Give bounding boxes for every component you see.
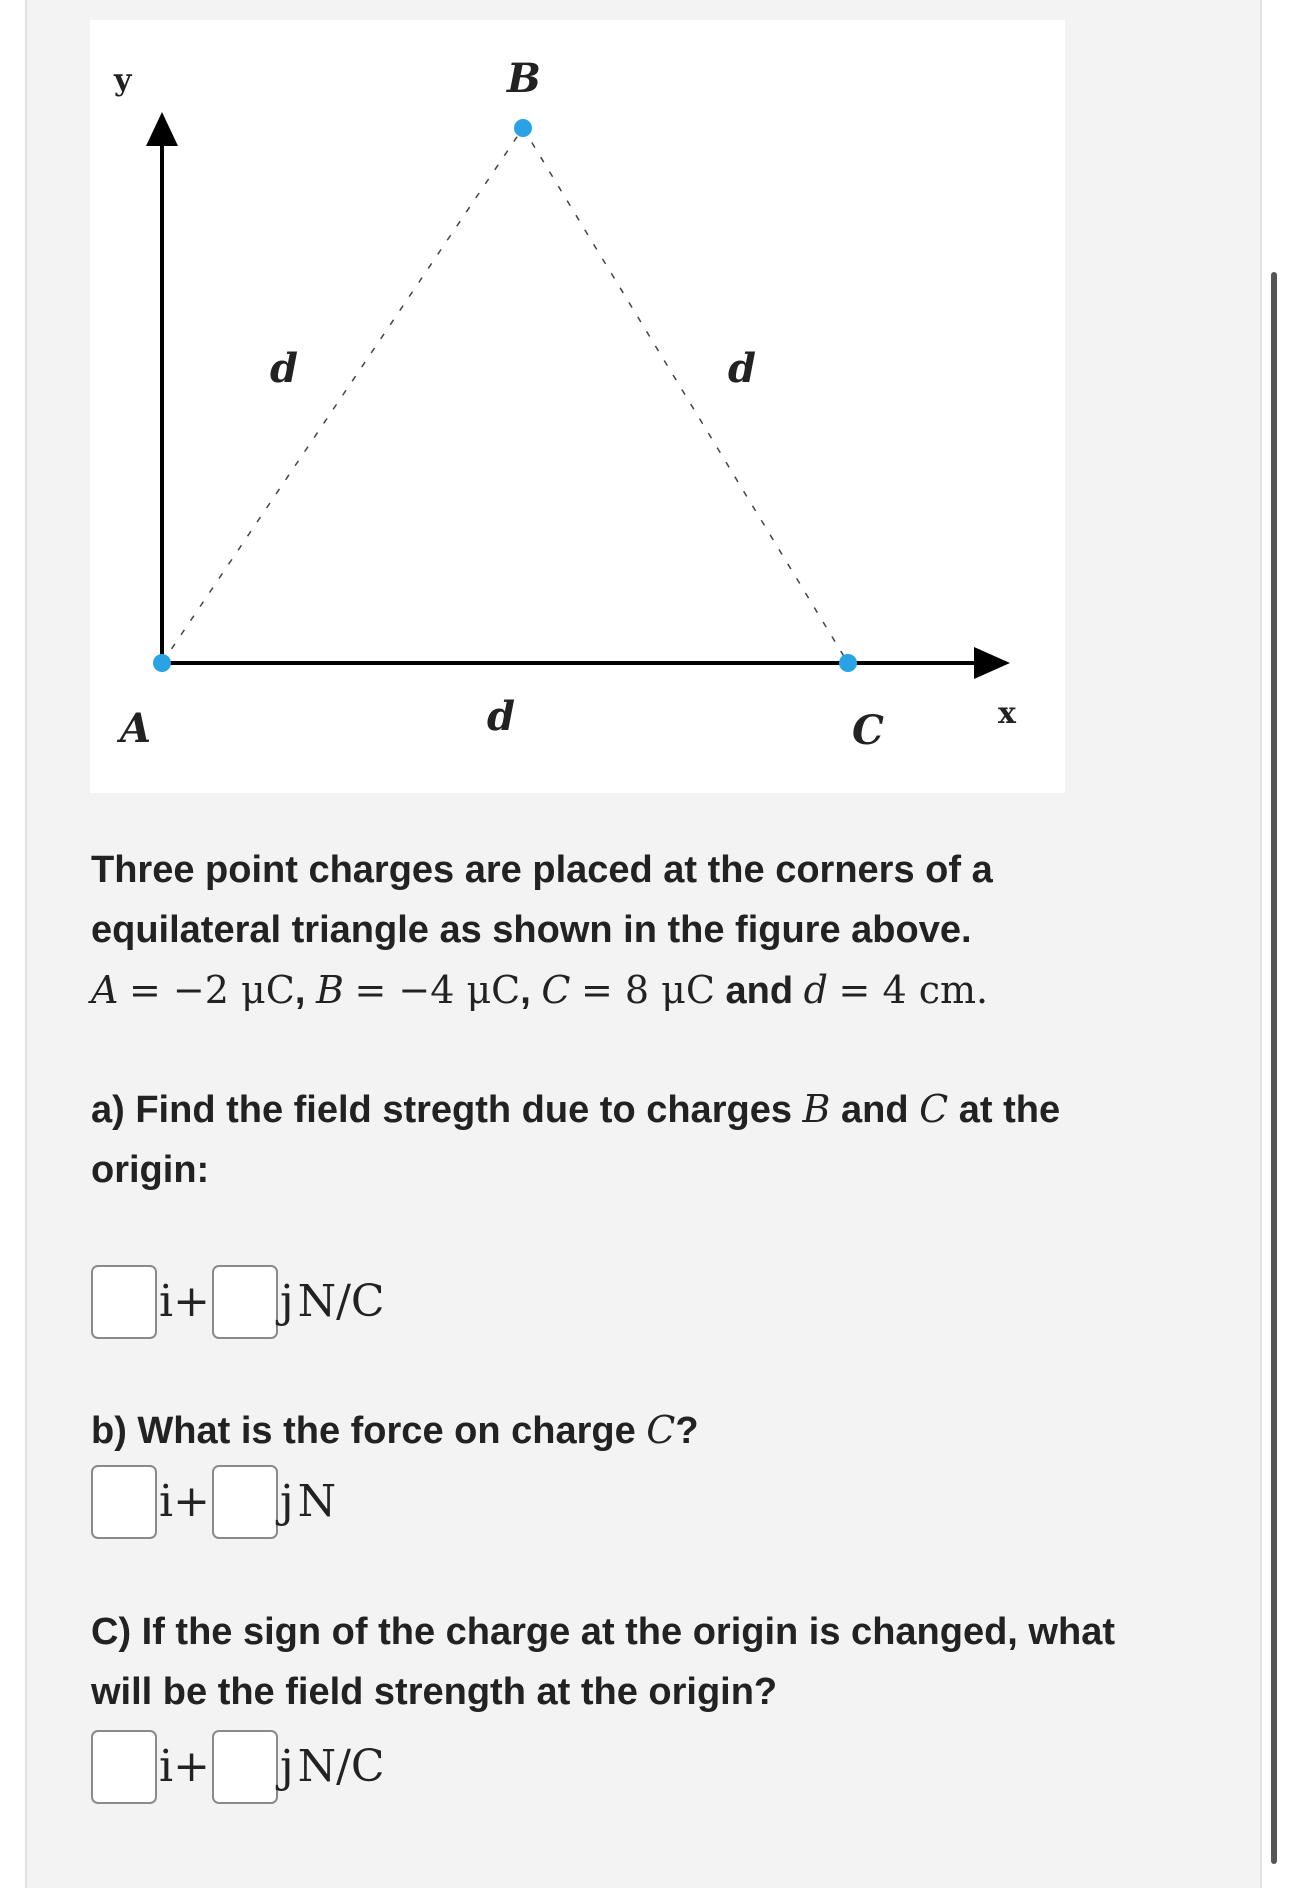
part-a-answer xyxy=(91,1263,387,1341)
part-b-j-label: j xyxy=(279,1476,294,1527)
problem-line-2: equilateral triangle as shown in the figure above. xyxy=(91,909,972,951)
part-b-c-symbol: C xyxy=(646,1408,676,1452)
part-a-i-label: i+ xyxy=(159,1276,210,1327)
side-bc xyxy=(523,128,848,663)
given-c-value: = 8 μC xyxy=(581,968,715,1012)
charge-a xyxy=(153,654,171,672)
given-d-value: = 4 cm. xyxy=(838,968,989,1012)
figure-svg xyxy=(90,20,1065,793)
part-b-answer xyxy=(91,1463,338,1541)
part-b-text: b) What is the force on charge xyxy=(91,1410,636,1452)
given-a-value: = −2 μC xyxy=(129,968,295,1012)
given-values: A = −2 μC, B = −4 μC, C = 8 μC and d = 4 cm. xyxy=(91,968,989,1012)
part-b-question-mark: ? xyxy=(675,1410,699,1452)
y-axis-arrow-icon xyxy=(146,112,178,146)
given-d-symbol: d xyxy=(803,968,828,1012)
part-b-unit: N xyxy=(297,1476,337,1527)
part-c-j-label: j xyxy=(279,1741,294,1792)
y-axis-label: y xyxy=(114,63,132,98)
label-b: B xyxy=(507,55,541,102)
charge-b xyxy=(514,119,532,137)
part-a-text-2: at the xyxy=(958,1089,1061,1131)
x-axis-label: x xyxy=(998,696,1016,731)
label-c: C xyxy=(852,707,884,754)
part-c-question xyxy=(91,1602,1211,1722)
part-b-j-input[interactable] xyxy=(212,1465,278,1539)
part-a-unit: N/C xyxy=(297,1276,385,1327)
given-b-value: = −4 μC xyxy=(354,968,521,1012)
x-axis-arrow-icon xyxy=(974,647,1010,679)
part-a-text: a) Find the field stregth due to charges xyxy=(91,1089,792,1131)
part-a-b-symbol: B xyxy=(802,1087,831,1131)
part-c-j-input[interactable] xyxy=(212,1730,278,1804)
part-b-i-input[interactable] xyxy=(91,1465,157,1539)
label-d-bottom: d xyxy=(487,693,515,740)
part-c-i-label: i+ xyxy=(159,1741,210,1792)
part-a-j-input[interactable] xyxy=(212,1265,278,1339)
part-b-question xyxy=(91,1400,1211,1461)
scrollbar[interactable] xyxy=(1271,272,1277,1864)
question-panel xyxy=(25,0,1262,1888)
triangle-figure xyxy=(90,20,1065,793)
part-a-question xyxy=(91,1079,1211,1200)
part-b-i-label: i+ xyxy=(159,1476,210,1527)
part-c-unit: N/C xyxy=(297,1741,385,1792)
given-a-symbol: A xyxy=(91,968,119,1012)
part-a-and: and xyxy=(841,1089,909,1131)
given-c-symbol: C xyxy=(541,968,571,1012)
side-ab xyxy=(162,128,523,663)
problem-statement xyxy=(91,840,1211,1021)
part-c-i-input[interactable] xyxy=(91,1730,157,1804)
given-b-symbol: B xyxy=(315,968,344,1012)
label-a: A xyxy=(120,705,152,752)
part-c-line-1: C) If the sign of the charge at the origin is changed, what xyxy=(91,1611,1115,1653)
given-and: and xyxy=(725,970,794,1012)
label-d-right: d xyxy=(728,345,756,392)
label-d-left: d xyxy=(270,345,298,392)
charge-c xyxy=(839,654,857,672)
part-a-text-3: origin: xyxy=(91,1149,210,1191)
part-a-i-input[interactable] xyxy=(91,1265,157,1339)
part-c-answer xyxy=(91,1728,387,1806)
part-a-j-label: j xyxy=(279,1276,294,1327)
part-a-c-symbol: C xyxy=(919,1087,949,1131)
problem-line-1: Three point charges are placed at the corners of a xyxy=(91,849,993,891)
part-c-line-2: will be the field strength at the origin? xyxy=(91,1671,778,1713)
